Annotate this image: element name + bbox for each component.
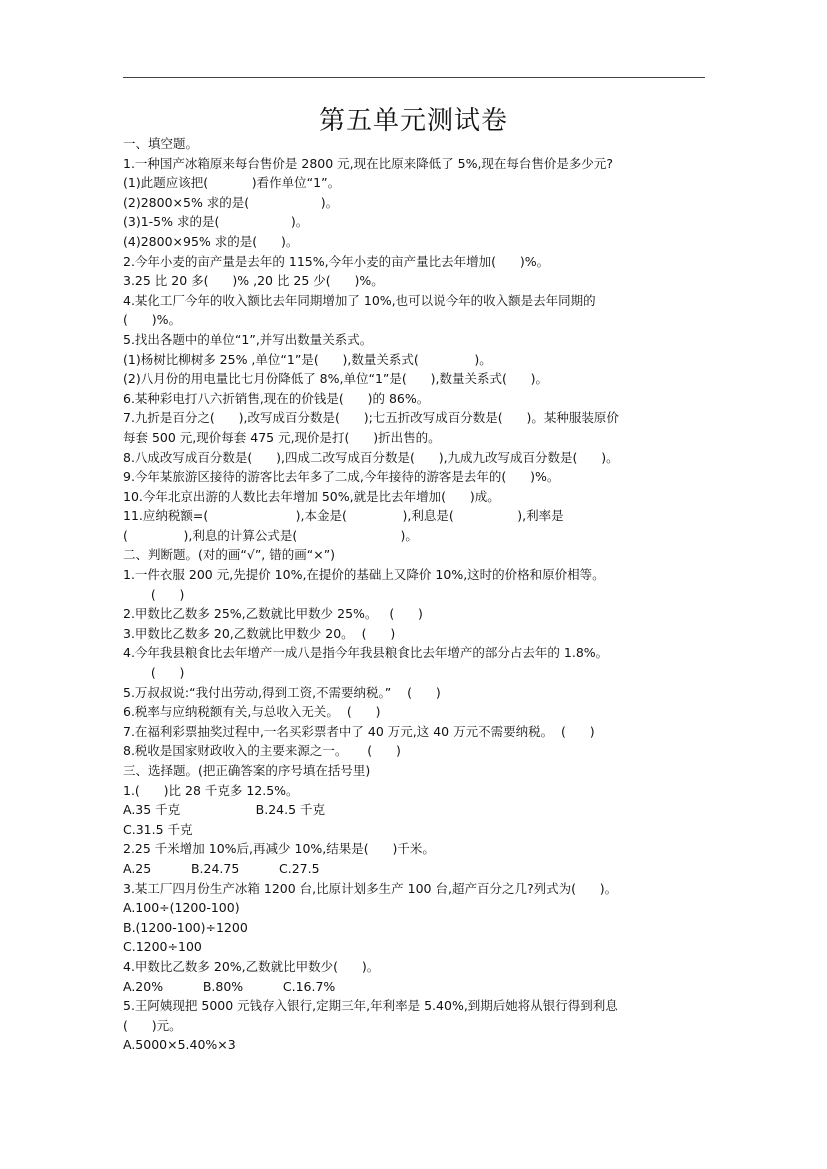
- question-line: 11.应纳税额=( ),本金是( ),利息是( ),利率是: [123, 508, 564, 524]
- question-line: 8.税收是国家财政收入的主要来源之一。 ( ): [123, 743, 401, 759]
- question-line: ( ): [123, 586, 185, 602]
- question-line: ( ): [123, 665, 185, 681]
- question-body: [123, 134, 723, 1055]
- question-line: 1.一件衣服 200 元,先提价 10%,在提价的基础上又降价 10%,这时的价格和原价相等。: [123, 567, 605, 583]
- question-line: (2)八月份的用电量比七月份降低了 8%,单位“1”是( ),数量关系式( )。: [123, 371, 549, 387]
- question-line: C.1200÷100: [123, 939, 202, 955]
- question-line: (4)2800×95% 求的是( )。: [123, 233, 299, 249]
- section-heading-fill-blank: 一、填空题。: [123, 136, 199, 151]
- question-line: 6.税率与应纳税额有关,与总收入无关。 ( ): [123, 704, 381, 720]
- question-line: 2.25 千米增加 10%后,再减少 10%,结果是( )千米。: [123, 841, 435, 857]
- question-line: 2.今年小麦的亩产量是去年的 115%,今年小麦的亩产量比去年增加( )%。: [123, 253, 550, 269]
- question-line: 每套 500 元,现价每套 475 元,现价是打( )折出售的。: [123, 429, 441, 445]
- question-line: (2)2800×5% 求的是( )。: [123, 194, 339, 210]
- question-line: ( ),利息的计算公式是( )。: [123, 527, 418, 543]
- question-line: 9.今年某旅游区接待的游客比去年多了二成,今年接待的游客是去年的( )%。: [123, 469, 560, 485]
- question-line: (3)1-5% 求的是( )。: [123, 214, 309, 230]
- question-line: 10.今年北京出游的人数比去年增加 50%,就是比去年增加( )成。: [123, 488, 500, 504]
- question-line: (1)杨树比柳树多 25% ,单位“1”是( ),数量关系式( )。: [123, 351, 492, 367]
- question-line: 7.在福利彩票抽奖过程中,一名买彩票者中了 40 万元,这 40 万元不需要纳税。 ( ): [123, 723, 595, 739]
- question-line: A.35 千克 B.24.5 千克: [123, 802, 326, 818]
- question-line: ( )%。: [123, 312, 181, 328]
- question-line: A.100÷(1200-100): [123, 900, 240, 916]
- question-line: 7.九折是百分之( ),改写成百分数是( );七五折改写成百分数是( )。某种服装原价: [123, 410, 619, 426]
- question-line: 2.甲数比乙数多 25%,乙数就比甲数少 25%。 ( ): [123, 606, 423, 622]
- question-line: 8.八成改写成百分数是( ),四成二改写成百分数是( ),九成九改写成百分数是( )。: [123, 449, 619, 465]
- question-line: 5.找出各题中的单位“1”,并写出数量关系式。: [123, 331, 373, 347]
- question-line: B.(1200-100)÷1200: [123, 919, 248, 935]
- question-line: 1.一种国产冰箱原来每台售价是 2800 元,现在比原来降低了 5%,现在每台售价是多少元?: [123, 155, 614, 171]
- question-line: C.31.5 千克: [123, 821, 193, 837]
- question-line: ( )元。: [123, 1017, 182, 1033]
- question-line: A.25 B.24.75 C.27.5: [123, 860, 320, 876]
- question-line: 4.某化工厂今年的收入额比去年同期增加了 10%,也可以说今年的收入额是去年同期的: [123, 292, 596, 308]
- section-heading-true-false: 二、判断题。(对的画“√”, 错的画“×”): [123, 547, 336, 563]
- question-line: 3.甲数比乙数多 20,乙数就比甲数少 20。 ( ): [123, 625, 396, 641]
- page-title: 第五单元测试卷: [318, 106, 508, 136]
- question-line: 4.甲数比乙数多 20%,乙数就比甲数少( )。: [123, 958, 380, 974]
- question-line: 3.某工厂四月份生产冰箱 1200 台,比原计划多生产 100 台,超产百分之几?列式为( )。: [123, 880, 618, 896]
- question-line: 5.万叔叔说:“我付出劳动,得到工资,不需要纳税。” ( ): [123, 684, 441, 700]
- question-line: (1)此题应该把( )看作单位“1”。: [123, 175, 341, 191]
- question-line: 1.( )比 28 千克多 12.5%。: [123, 782, 299, 798]
- question-line: 3.25 比 20 多( )% ,20 比 25 少( )%。: [123, 273, 384, 289]
- header-rule: [123, 77, 705, 78]
- question-line: A.5000×5.40%×3: [123, 1037, 236, 1053]
- question-line: A.20% B.80% C.16.7%: [123, 978, 336, 994]
- question-line: 6.某种彩电打八六折销售,现在的价钱是( )的 86%。: [123, 390, 430, 406]
- question-line: 4.今年我县粮食比去年增产一成八是指今年我县粮食比去年增产的部分占去年的 1.8%。: [123, 645, 609, 661]
- question-line: 5.王阿姨现把 5000 元钱存入银行,定期三年,年利率是 5.40%,到期后她将从银行得到利息: [123, 998, 618, 1014]
- section-heading-multiple-choice: 三、选择题。(把正确答案的序号填在括号里): [123, 763, 371, 778]
